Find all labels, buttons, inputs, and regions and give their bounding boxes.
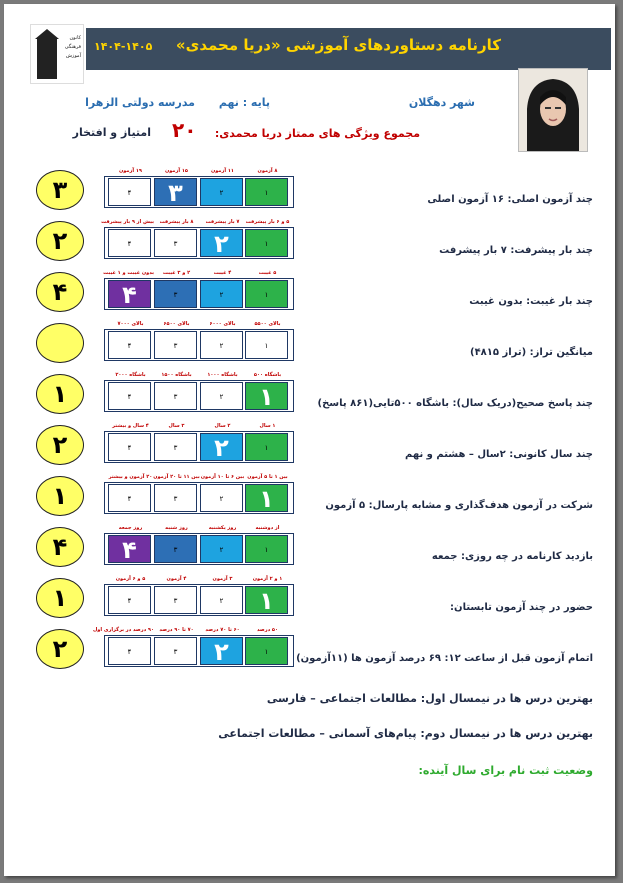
row-score-badge — [36, 323, 84, 363]
row-score-badge: ۴ — [36, 527, 84, 567]
level-caption: بدون غیبت و ۱ غیبت — [103, 270, 154, 276]
level-boxes — [104, 431, 294, 463]
level-caption: ۵ غیبت — [258, 270, 277, 276]
report-card-page — [4, 4, 615, 876]
level-caption: ۱۹ آزمون — [119, 168, 142, 174]
row-question: چند بار غیبت: بدون غیبت — [469, 296, 593, 307]
level-cell: ۱ — [245, 535, 288, 563]
level-cell: ۳ — [154, 433, 197, 461]
level-caption: روز جمعه — [118, 525, 143, 531]
city-label: شهر دهگلان — [408, 96, 475, 109]
level-caption: بالای ۶۵۰۰ — [163, 321, 190, 327]
level-cell: ۲ — [200, 178, 243, 206]
level-caption: بین ۱ تا ۵ آزمون — [247, 474, 288, 480]
level-caption: ۷ بار پیشرفت — [205, 219, 240, 225]
level-cell: ۴ — [108, 484, 151, 512]
level-caption: ۵ و ۶ بار پیشرفت — [245, 219, 290, 225]
level-cell: ۱ — [245, 178, 288, 206]
level-caption: ۵ و ۶ آزمون — [115, 576, 146, 582]
level-caption: ۲ سال — [214, 423, 231, 429]
level-cell: ۳ — [154, 586, 197, 614]
logo-text-line: کانون — [69, 35, 81, 41]
level-caption: ۱۱ آزمون — [211, 168, 234, 174]
level-boxes — [104, 278, 294, 310]
level-cell: ۲ — [200, 280, 243, 308]
logo-text-line: آموزش — [65, 53, 81, 59]
report-title: کارنامه دستاوردهای آموزشی «دریا محمدی» — [175, 36, 501, 54]
row-question: چند آزمون اصلی: ۱۶ آزمون اصلی — [427, 194, 593, 205]
logo-ribbon-text: قلم‌چی — [66, 71, 81, 77]
level-caption: روز یکشنبه — [208, 525, 237, 531]
level-caption: از دوشنبه — [255, 525, 280, 531]
level-caption: ۸ بار پیشرفت — [159, 219, 194, 225]
best-subjects-second: بهترین درس ها در نیمسال دوم: پیام‌های آسمانی – مطالعات اجتماعی — [218, 727, 593, 740]
logo-text-line: فرهنگی — [64, 44, 81, 50]
level-cell: ۳ — [154, 637, 197, 665]
level-cell: ۴ — [108, 331, 151, 359]
level-cell: ۴ — [108, 535, 151, 563]
row-question: میانگین تراز: (تراز ۴۸۱۵) — [469, 347, 593, 358]
level-caption: بین ۶ تا ۱۰ آزمون — [200, 474, 245, 480]
level-cell: ۲ — [200, 484, 243, 512]
level-cell: ۱ — [245, 586, 288, 614]
graduate-figure-icon — [37, 39, 57, 79]
registration-status: وضعیت ثبت نام برای سال آینده: — [418, 764, 593, 777]
level-cell: ۲ — [200, 229, 243, 257]
level-caption: ۳ سال — [168, 423, 185, 429]
level-caption: بین ۱۱ تا ۲۰ آزمون — [153, 474, 200, 480]
achievement-row — [104, 421, 294, 461]
level-cell: ۱ — [245, 382, 288, 410]
row-question: حضور در چند آزمون تابستان: — [450, 602, 593, 613]
level-boxes — [104, 584, 294, 616]
level-cell: ۲ — [200, 433, 243, 461]
level-boxes — [104, 635, 294, 667]
level-caption: بالای ۵۵۰۰ — [254, 321, 281, 327]
level-caption: ۳ آزمون — [212, 576, 233, 582]
row-question: شرکت در آزمون هدف‌گذاری و مشابه پارسال: ۵ آزمون — [325, 500, 593, 511]
level-cell: ۱ — [245, 484, 288, 512]
level-cell: ۴ — [108, 433, 151, 461]
achievement-row — [104, 574, 294, 614]
achievement-row — [101, 217, 294, 258]
level-cell: ۱ — [245, 280, 288, 308]
level-boxes — [104, 329, 294, 361]
level-caption: بالای ۷۰۰۰ — [117, 321, 144, 327]
level-cell: ۴ — [108, 280, 151, 308]
level-cell: ۳ — [154, 535, 197, 563]
row-score-badge: ۲ — [36, 425, 84, 465]
grade-label: پایه : نهم — [218, 96, 270, 109]
row-score-badge: ۱ — [36, 578, 84, 618]
best-subjects-first: بهترین درس ها در نیمسال اول: مطالعات اجتماعی – فارسی — [266, 692, 593, 705]
level-cell: ۴ — [108, 382, 151, 410]
level-caption: ۴ آزمون — [166, 576, 187, 582]
academic-year: ۱۴۰۴-۱۴۰۵ — [94, 40, 153, 53]
total-score: ۲۰ — [172, 118, 197, 142]
level-caption: ۸ آزمون — [257, 168, 278, 174]
level-cell: ۴ — [108, 178, 151, 206]
achievement-row — [104, 523, 294, 563]
level-cell: ۳ — [154, 280, 197, 308]
achievement-row — [104, 472, 294, 512]
school-label: مدرسه دولتی الزهرا — [85, 96, 195, 109]
level-cell: ۴ — [108, 586, 151, 614]
score-label: امتیاز و افتخار — [72, 126, 151, 139]
row-score-badge: ۳ — [36, 170, 84, 210]
row-question: چند سال کانونی: ۲سال – هشتم و نهم — [405, 449, 593, 460]
level-caption: ۱ سال — [259, 423, 276, 429]
level-cell: ۳ — [154, 484, 197, 512]
level-caption: بیش از ۹ بار پیشرفت — [101, 219, 154, 225]
level-cell: ۱ — [245, 637, 288, 665]
level-cell: ۲ — [200, 382, 243, 410]
features-label: مجموع ویژگی های ممتاز دریا محمدی: — [214, 127, 420, 140]
level-caption: ۵۰ درصد — [256, 627, 278, 633]
level-cell: ۲ — [200, 637, 243, 665]
level-caption: ۱ و ۲ آزمون — [252, 576, 283, 582]
level-caption: بالای ۶۰۰۰ — [209, 321, 236, 327]
row-score-badge: ۱ — [36, 374, 84, 414]
student-photo — [518, 68, 588, 152]
achievement-row — [92, 625, 294, 666]
level-cell: ۲ — [200, 331, 243, 359]
level-boxes — [104, 227, 294, 259]
row-score-badge: ۲ — [36, 629, 84, 669]
graduation-cap-icon — [35, 29, 59, 39]
level-cell: ۳ — [154, 178, 197, 206]
level-cell: ۳ — [154, 229, 197, 257]
level-cell: ۱ — [245, 433, 288, 461]
kanoon-logo — [30, 24, 84, 84]
row-question: چند پاسخ صحیح(دریک سال): باشگاه ۵۰۰تایی(۸۶۱ پاسخ) — [317, 398, 593, 409]
achievement-row — [104, 319, 294, 359]
level-cell: ۳ — [154, 382, 197, 410]
level-caption: باشگاه ۱۰۰۰ — [207, 372, 238, 378]
level-cell: ۲ — [200, 586, 243, 614]
level-caption: ۴ غیبت — [213, 270, 232, 276]
level-boxes — [104, 533, 294, 565]
row-question: بازدید کارنامه در چه روزی: جمعه — [431, 551, 593, 562]
achievement-row — [104, 166, 294, 206]
level-cell: ۱ — [245, 331, 288, 359]
level-boxes — [104, 380, 294, 412]
level-caption: ۹۰ درصد در برگزاری اول — [92, 627, 154, 633]
level-boxes — [104, 482, 294, 514]
level-caption: ۷۰ تا ۹۰ درصد — [159, 627, 194, 633]
row-score-badge: ۲ — [36, 221, 84, 261]
level-caption: باشگاه ۵۰۰ — [253, 372, 282, 378]
level-cell: ۳ — [154, 331, 197, 359]
level-caption: باشگاه ۱۵۰۰ — [161, 372, 192, 378]
level-caption: ۱۵ آزمون — [165, 168, 188, 174]
level-caption: ۲ و ۳ غیبت — [162, 270, 191, 276]
row-question: اتمام آزمون قبل از ساعت ۱۲: ۶۹ درصد آزمون ها (۱۱آزمون) — [296, 653, 593, 664]
level-caption: روز شنبه — [165, 525, 188, 531]
row-score-badge: ۱ — [36, 476, 84, 516]
level-cell: ۲ — [200, 535, 243, 563]
level-cell: ۴ — [108, 637, 151, 665]
level-boxes — [104, 176, 294, 208]
level-caption: باشگاه ۲۰۰۰ — [115, 372, 146, 378]
row-score-badge: ۴ — [36, 272, 84, 312]
achievement-row — [104, 370, 294, 410]
level-caption: ۴ سال و بیشتر — [112, 423, 149, 429]
row-question: چند بار پیشرفت: ۷ بار پیشرفت — [439, 245, 593, 256]
level-caption: ۲۰ آزمون و بیشتر — [108, 474, 153, 480]
header-bar — [86, 28, 611, 70]
level-cell: ۱ — [245, 229, 288, 257]
level-caption: ۶۰ تا ۷۰ درصد — [205, 627, 240, 633]
level-cell: ۴ — [108, 229, 151, 257]
achievement-row — [104, 268, 294, 308]
